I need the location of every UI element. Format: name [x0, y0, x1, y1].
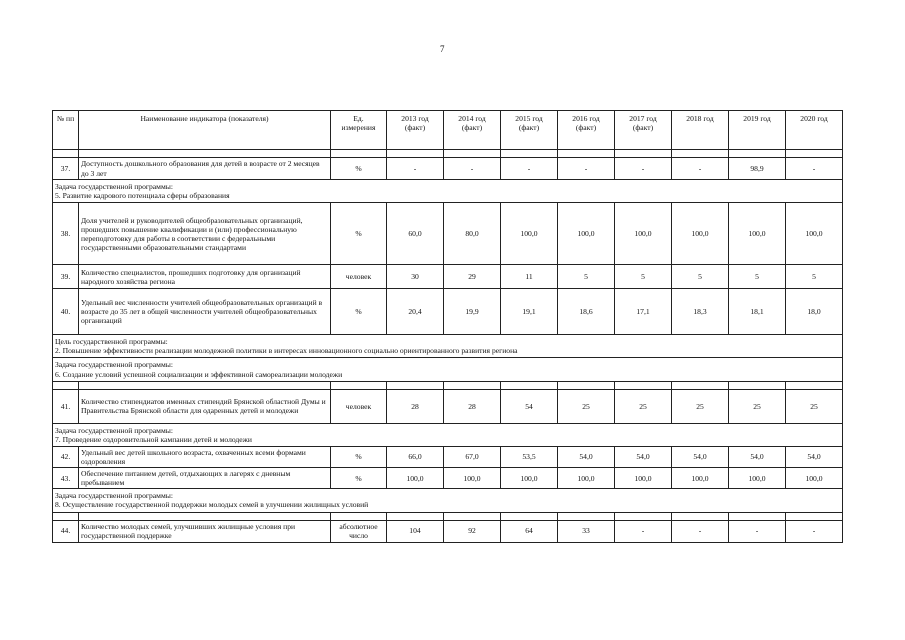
- section-cell: [53, 180, 843, 203]
- spacer-cell: [444, 150, 501, 158]
- header-unit-line1: Ед.: [353, 114, 364, 123]
- section-row: [53, 335, 843, 358]
- table-row: [53, 289, 843, 335]
- spacer-cell: [558, 381, 615, 389]
- spacer-row: [53, 381, 843, 389]
- spacer-cell: [331, 381, 387, 389]
- header-year-2015: [501, 111, 558, 150]
- value-cell: 100,0: [729, 203, 786, 265]
- value-cell: 5: [615, 265, 672, 289]
- spacer-cell: [558, 512, 615, 520]
- header-year-note: (факт): [404, 123, 426, 133]
- indicator-name: Количество стипендиатов именных стипендий Брянской областной Думы и Правительства Брянской области для одаренных детей и молодежи: [79, 389, 331, 423]
- table-row: [53, 389, 843, 423]
- spacer-cell: [387, 512, 444, 520]
- value-cell: 98,9: [729, 158, 786, 180]
- indicator-name: Удельный вес детей школьного возраста, охваченных всеми формами оздоровления: [79, 446, 331, 467]
- section-cell: [53, 358, 843, 381]
- value-cell: -: [729, 520, 786, 542]
- spacer-cell: [786, 381, 843, 389]
- row-number: 41.: [53, 389, 79, 423]
- value-cell: 100,0: [444, 468, 501, 489]
- value-cell: 5: [558, 265, 615, 289]
- value-cell: 18,1: [729, 289, 786, 335]
- spacer-cell: [53, 381, 79, 389]
- value-cell: 25: [729, 389, 786, 423]
- value-cell: 18,3: [672, 289, 729, 335]
- value-cell: 100,0: [786, 203, 843, 265]
- unit-cell: %: [331, 203, 387, 265]
- spacer-cell: [444, 512, 501, 520]
- section-line: 2. Повышение эффективности реализации молодежной политики в интересах инновационного социально ориентированного развития региона: [55, 346, 518, 356]
- section-line: Цель государственной программы:: [55, 337, 168, 347]
- section-line: 6. Создание условий успешной социализации и эффективной самореализации молодежи: [55, 369, 343, 379]
- table-header-row: [53, 111, 843, 150]
- header-year-2014: [444, 111, 501, 150]
- value-cell: 100,0: [501, 468, 558, 489]
- unit-cell: человек: [331, 389, 387, 423]
- unit-cell: человек: [331, 265, 387, 289]
- spacer-row: [53, 512, 843, 520]
- row-number: 42.: [53, 446, 79, 467]
- value-cell: 54,0: [615, 446, 672, 467]
- indicator-name: Удельный вес численности учителей общеобразовательных организаций в возрасте до 35 лет в общей численности учителей общеобразовательных организаций: [79, 289, 331, 335]
- section-row: [53, 423, 843, 446]
- spacer-cell: [501, 512, 558, 520]
- indicator-name: Доступность дошкольного образования для детей в возрасте от 2 месяцев до 3 лет: [79, 158, 331, 180]
- section-row: [53, 358, 843, 381]
- header-year-label: 2014 год: [458, 114, 486, 123]
- value-cell: 66,0: [387, 446, 444, 467]
- header-num: № пп: [53, 111, 79, 150]
- value-cell: 25: [672, 389, 729, 423]
- value-cell: -: [387, 158, 444, 180]
- spacer-cell: [444, 381, 501, 389]
- header-year-2016: [558, 111, 615, 150]
- header-unit: [331, 111, 387, 150]
- value-cell: 54: [501, 389, 558, 423]
- value-cell: 25: [558, 389, 615, 423]
- value-cell: 53,5: [501, 446, 558, 467]
- value-cell: 28: [387, 389, 444, 423]
- header-year-label: 2018 год: [686, 114, 714, 123]
- spacer-cell: [53, 512, 79, 520]
- spacer-cell: [786, 512, 843, 520]
- value-cell: 30: [387, 265, 444, 289]
- header-year-note: (факт): [461, 123, 483, 133]
- value-cell: 19,9: [444, 289, 501, 335]
- row-number: 37.: [53, 158, 79, 180]
- value-cell: 54,0: [729, 446, 786, 467]
- row-number: 40.: [53, 289, 79, 335]
- spacer-cell: [615, 512, 672, 520]
- section-row: [53, 180, 843, 203]
- row-number: 38.: [53, 203, 79, 265]
- value-cell: -: [672, 158, 729, 180]
- row-number: 43.: [53, 468, 79, 489]
- header-year-note: (факт): [575, 123, 597, 133]
- section-cell: [53, 489, 843, 512]
- value-cell: 104: [387, 520, 444, 542]
- indicator-name: Количество молодых семей, улучшивших жилищные условия при государственной поддержке: [79, 520, 331, 542]
- value-cell: 5: [729, 265, 786, 289]
- spacer-cell: [79, 150, 331, 158]
- spacer-cell: [501, 381, 558, 389]
- value-cell: 17,1: [615, 289, 672, 335]
- header-year-2017: [615, 111, 672, 150]
- spacer-cell: [501, 150, 558, 158]
- spacer-cell: [331, 512, 387, 520]
- table-row: [53, 203, 843, 265]
- value-cell: 54,0: [672, 446, 729, 467]
- value-cell: 54,0: [558, 446, 615, 467]
- table-row: [53, 468, 843, 489]
- spacer-cell: [672, 381, 729, 389]
- value-cell: 33: [558, 520, 615, 542]
- unit-cell: %: [331, 446, 387, 467]
- value-cell: 100,0: [501, 203, 558, 265]
- header-year-note: (факт): [518, 123, 540, 133]
- unit-cell: %: [331, 289, 387, 335]
- spacer-cell: [615, 381, 672, 389]
- value-cell: 64: [501, 520, 558, 542]
- indicator-name: Обеспечение питанием детей, отдыхающих в лагерях с дневным пребыванием: [79, 468, 331, 489]
- value-cell: 100,0: [387, 468, 444, 489]
- spacer-cell: [729, 150, 786, 158]
- value-cell: 100,0: [615, 203, 672, 265]
- value-cell: -: [558, 158, 615, 180]
- value-cell: -: [501, 158, 558, 180]
- value-cell: -: [672, 520, 729, 542]
- value-cell: 100,0: [558, 203, 615, 265]
- table-row: [53, 520, 843, 542]
- spacer-cell: [558, 150, 615, 158]
- spacer-row: [53, 150, 843, 158]
- value-cell: 19,1: [501, 289, 558, 335]
- spacer-cell: [79, 381, 331, 389]
- spacer-cell: [387, 150, 444, 158]
- indicators-table: [52, 110, 843, 543]
- header-year-2018: [672, 111, 729, 150]
- header-year-label: 2013 год: [401, 114, 429, 123]
- unit-cell: %: [331, 158, 387, 180]
- value-cell: 100,0: [786, 468, 843, 489]
- value-cell: 25: [615, 389, 672, 423]
- value-cell: 60,0: [387, 203, 444, 265]
- section-line: Задача государственной программы:: [55, 360, 173, 370]
- table-row: [53, 446, 843, 467]
- table-row: [53, 158, 843, 180]
- value-cell: -: [786, 158, 843, 180]
- section-line: 5. Развитие кадрового потенциала сферы образования: [55, 191, 230, 201]
- value-cell: 20,4: [387, 289, 444, 335]
- value-cell: 5: [672, 265, 729, 289]
- unit-cell: %: [331, 468, 387, 489]
- section-row: [53, 489, 843, 512]
- page-number: 7: [440, 44, 445, 54]
- value-cell: 29: [444, 265, 501, 289]
- header-year-2020: [786, 111, 843, 150]
- value-cell: 5: [786, 265, 843, 289]
- row-number: 39.: [53, 265, 79, 289]
- value-cell: -: [444, 158, 501, 180]
- value-cell: 11: [501, 265, 558, 289]
- value-cell: 100,0: [615, 468, 672, 489]
- value-cell: -: [786, 520, 843, 542]
- value-cell: -: [615, 158, 672, 180]
- value-cell: 100,0: [672, 468, 729, 489]
- value-cell: 67,0: [444, 446, 501, 467]
- value-cell: 80,0: [444, 203, 501, 265]
- header-name: Наименование индикатора (показателя): [79, 111, 331, 150]
- header-year-label: 2015 год: [515, 114, 543, 123]
- value-cell: 18,0: [786, 289, 843, 335]
- table-body: [53, 150, 843, 543]
- header-year-label: 2017 год: [629, 114, 657, 123]
- header-year-note: (факт): [632, 123, 654, 133]
- spacer-cell: [672, 512, 729, 520]
- value-cell: 100,0: [558, 468, 615, 489]
- value-cell: -: [615, 520, 672, 542]
- spacer-cell: [615, 150, 672, 158]
- header-year-label: 2019 год: [743, 114, 771, 123]
- section-line: Задача государственной программы:: [55, 182, 173, 191]
- section-cell: [53, 423, 843, 446]
- value-cell: 25: [786, 389, 843, 423]
- value-cell: 18,6: [558, 289, 615, 335]
- spacer-cell: [79, 512, 331, 520]
- spacer-cell: [786, 150, 843, 158]
- section-line: Задача государственной программы:: [55, 425, 173, 435]
- section-line: 7. Проведение оздоровительной кампании детей и молодежи: [55, 434, 252, 444]
- spacer-cell: [729, 512, 786, 520]
- section-line: 8. Осуществление государственной поддержки молодых семей в улучшении жилищных условий: [55, 500, 369, 510]
- spacer-cell: [387, 381, 444, 389]
- unit-cell: абсолютное число: [331, 520, 387, 542]
- header-unit-line2: измерения: [341, 123, 376, 133]
- value-cell: 28: [444, 389, 501, 423]
- spacer-cell: [672, 150, 729, 158]
- table-row: [53, 265, 843, 289]
- header-year-label: 2020 год: [800, 114, 828, 123]
- indicator-name: Доля учителей и руководителей общеобразовательных организаций, прошедших повышение квалификации и (или) профессиональную переподготовку для работы в соответствии с федеральными государственными образовательными стандартами: [79, 203, 331, 265]
- spacer-cell: [331, 150, 387, 158]
- value-cell: 100,0: [672, 203, 729, 265]
- spacer-cell: [729, 381, 786, 389]
- header-year-label: 2016 год: [572, 114, 600, 123]
- section-cell: [53, 335, 843, 358]
- value-cell: 92: [444, 520, 501, 542]
- header-year-2013: [387, 111, 444, 150]
- value-cell: 54,0: [786, 446, 843, 467]
- spacer-cell: [53, 150, 79, 158]
- value-cell: 100,0: [729, 468, 786, 489]
- header-year-2019: [729, 111, 786, 150]
- indicator-name: Количество специалистов, прошедших подготовку для организаций народного хозяйства региона: [79, 265, 331, 289]
- section-line: Задача государственной программы:: [55, 491, 173, 501]
- row-number: 44.: [53, 520, 79, 542]
